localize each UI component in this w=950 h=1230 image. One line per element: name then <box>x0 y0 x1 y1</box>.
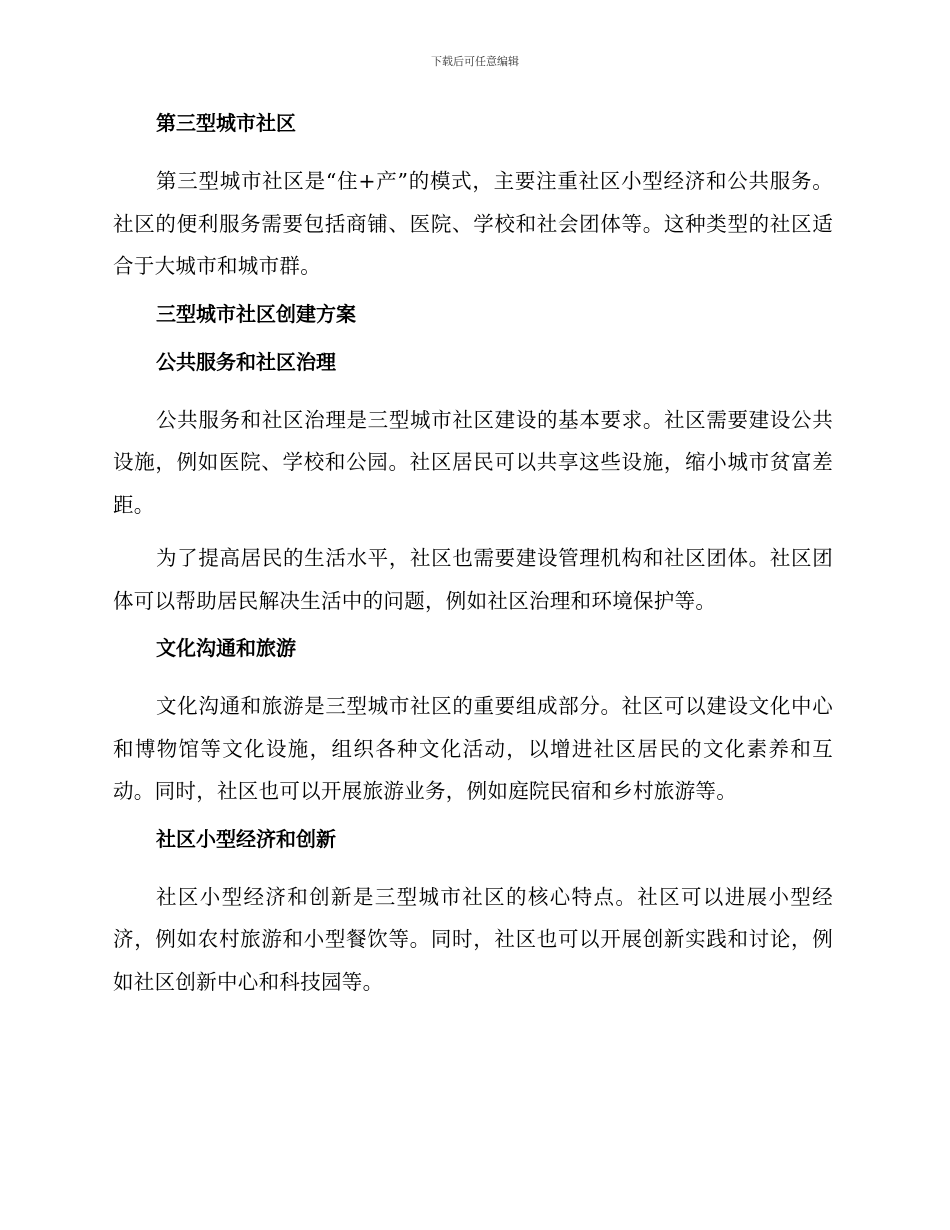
section-heading-public-service: 公共服务和社区治理 <box>156 349 336 374</box>
section-heading-third-type-community: 第三型城市社区 <box>156 111 296 135</box>
section-heading-culture-tourism: 文化沟通和旅游 <box>156 636 296 660</box>
document-body <box>113 108 833 1003</box>
paragraph-small-economy: 社区小型经济和创新是三型城市社区的核心特点。社区可以进展小型经济，例如农村旅游和小型餐饮等。同时，社区也可以开展创新实践和讨论，例如社区创新中心和科技园等。 <box>113 884 833 994</box>
paragraph-third-type-intro: 第三型城市社区是“住+产”的模式，主要注重社区小型经济和公共服务。社区的便利服务需要包括商铺、医院、学校和社会团体等。这种类型的社区适合于大城市和城市群。 <box>113 169 833 278</box>
paragraph-living-standard: 为了提高居民的生活水平，社区也需要建设管理机构和社区团体。社区团体可以帮助居民解决生活中的问题，例如社区治理和环境保护等。 <box>113 546 833 613</box>
paragraph-public-service: 公共服务和社区治理是三型城市社区建设的基本要求。社区需要建设公共设施，例如医院、学校和公园。社区居民可以共享这些设施，缩小城市贫富差距。 <box>113 407 833 517</box>
section-heading-creation-plan: 三型城市社区创建方案 <box>156 301 356 326</box>
paragraph-culture-tourism: 文化沟通和旅游是三型城市社区的重要组成部分。社区可以建设文化中心和博物馆等文化设施，组织各种文化活动，以增进社区居民的文化素养和互动。同时，社区也可以开展旅游业务，例如庭院民宿和乡村旅游等。 <box>113 694 833 803</box>
page-header: 下载后可任意编辑 <box>431 55 519 68</box>
section-heading-small-economy: 社区小型经济和创新 <box>156 826 336 851</box>
